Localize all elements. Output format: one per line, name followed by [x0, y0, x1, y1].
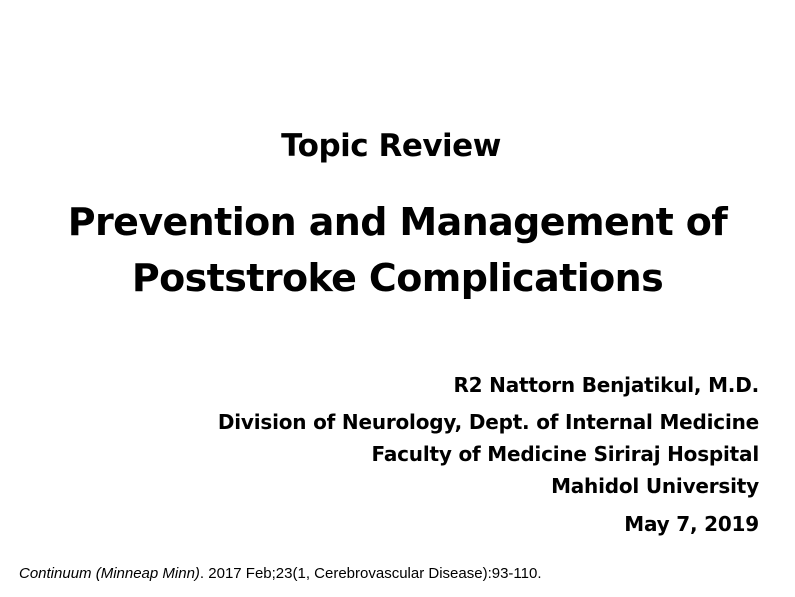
presenter-name: R2 Nattorn Benjatikul, M.D.	[453, 373, 759, 397]
presentation-date: May 7, 2019	[624, 512, 759, 536]
citation	[19, 564, 542, 584]
affiliation-university: Mahidol University	[551, 474, 759, 498]
citation-details: . 2017 Feb;23(1, Cerebrovascular Disease):93-110.	[199, 565, 542, 582]
affiliation-division: Division of Neurology, Dept. of Internal Medicine	[217, 410, 759, 434]
title-line-1: Prevention and Management of	[67, 200, 728, 244]
author-block	[218, 370, 759, 539]
topic-label: Topic Review	[281, 128, 501, 164]
slide-title	[0, 194, 795, 306]
title-line-2: Poststroke Complications	[131, 256, 664, 300]
affiliation-faculty: Faculty of Medicine Siriraj Hospital	[371, 442, 759, 466]
citation-journal: Continuum (Minneap Minn)	[19, 565, 200, 582]
